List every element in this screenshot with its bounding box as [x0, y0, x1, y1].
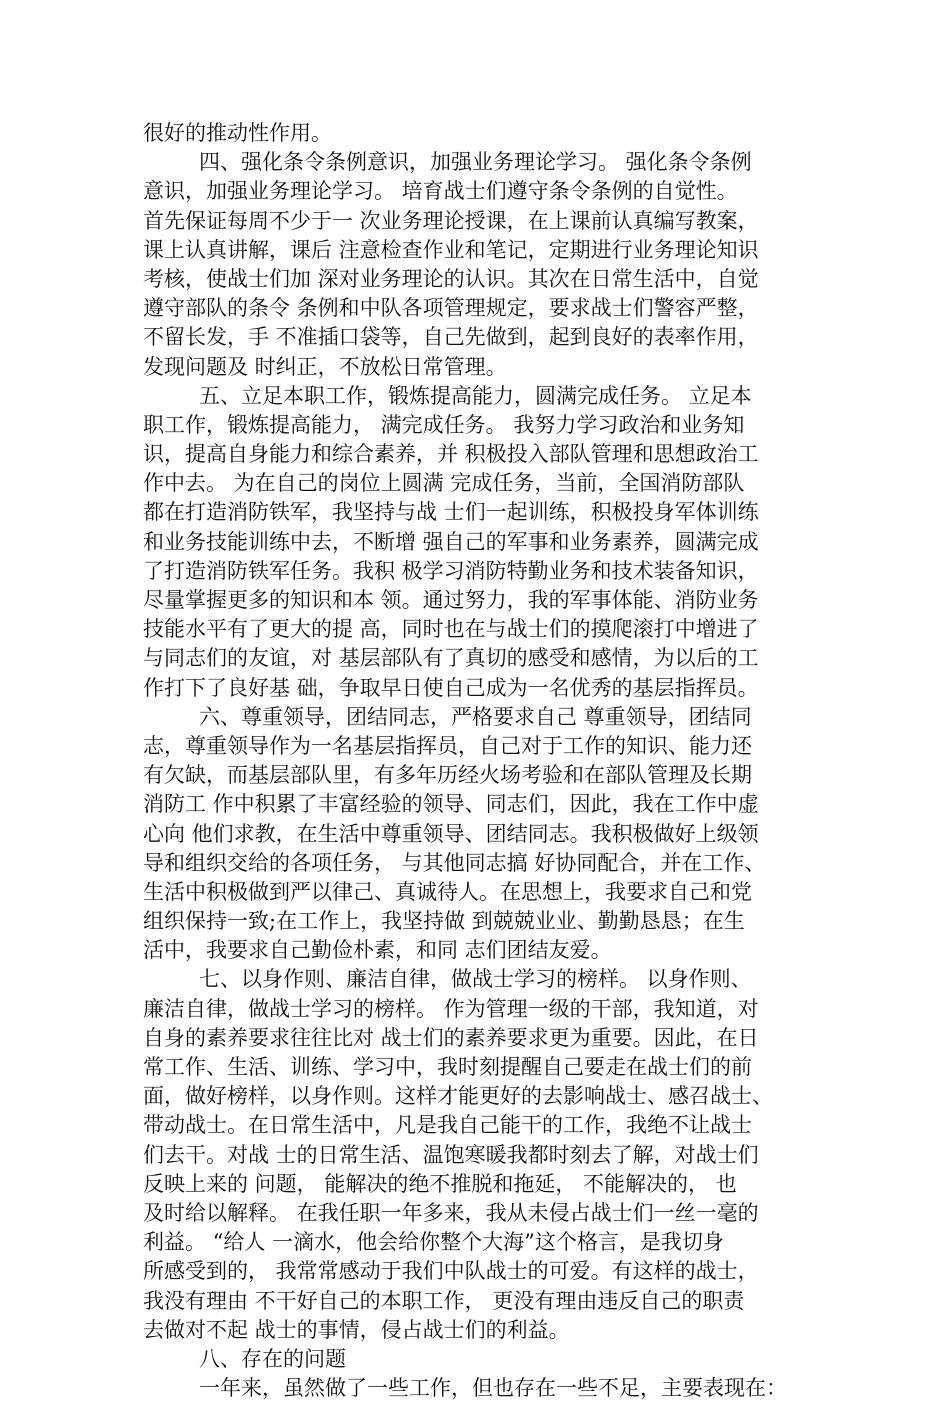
text-line: 消防工 作中积累了丰富经验的领导、同志们，因此，我在工作中虚 [143, 792, 759, 817]
text-line: 遵守部队的条令 条例和中队各项管理规定，要求战士们警容严整， [143, 296, 759, 321]
text-line: 尽量掌握更多的知识和本 领。通过努力，我的军事体能、消防业务 [143, 588, 759, 612]
text-line: 了打造消防铁军任务。我积 极学习消防特勤业务和技术装备知识， [143, 558, 759, 583]
text-line: 很好的推动性作用。 [143, 121, 332, 145]
text-line: 导和组织交给的各项任务， 与其他同志搞 好协同配合，并在工作、 [143, 850, 766, 875]
text-line: 们去干。对战 士的日常生活、温饱寒暖我都时刻去了解，对战士们 [143, 1142, 759, 1167]
text-line: 不留长发，手 不准插口袋等，自己先做到，起到良好的表率作用， [143, 325, 759, 350]
text-line: 志，尊重领导作为一名基层指挥员，自己对于工作的知识、能力还 [143, 733, 752, 758]
paragraph-first-line: 八、存在的问题 [199, 1346, 346, 1371]
text-line: 有欠缺，而基层部队里，有多年历经火场考验和在部队管理及长期 [143, 763, 752, 788]
text-line: 与同志们的友谊，对 基层部队有了真切的感受和感情，为以后的工 [143, 646, 759, 671]
text-line: 组织保持一致;在工作上，我坚持做 到兢兢业业、勤勤恳恳；在生 [143, 909, 745, 934]
text-line: 技能水平有了更大的提 高，同时也在与战士们的摸爬滚打中增进了 [143, 617, 759, 642]
paragraph-first-line: 七、以身作则、廉洁自律，做战士学习的榜样。 以身作则、 [199, 967, 752, 992]
text-line: 发现问题及 时纠正，不放松日常管理。 [143, 354, 507, 379]
text-line: 带动战士。在日常生活中，凡是我自己能干的工作，我绝不让战士 [143, 1113, 752, 1138]
text-line: 首先保证每周不少于一 次业务理论授课，在上课前认真编写教案， [143, 208, 759, 233]
text-line: 作中去。 为在自己的岗位上圆满 完成任务，当前，全国消防部队 [143, 471, 745, 496]
text-line: 都在打造消防铁军，我坚持与战 士们一起训练，积极投身军体训练 [143, 500, 759, 525]
text-line: 职工作，锻炼提高能力， 满完成任务。 我努力学习政治和业务知 [143, 412, 745, 437]
document-body [143, 119, 833, 1403]
paragraph-first-line: 四、强化条令条例意识，加强业务理论学习。 强化条令条例 [199, 150, 752, 175]
text-line: 所感受到的， 我常常感动于我们中队战士的可爱。有这样的战士， [143, 1259, 759, 1284]
text-line: 反映上来的 问题， 能解决的绝不推脱和拖延， 不能解决的， 也 [143, 1171, 737, 1196]
text-line: 面，做好榜样，以身作则。这样才能更好的去影响战士、感召战士、 [143, 1084, 773, 1109]
text-line: 自身的素养要求往往比对 战士们的素养要求更为重要。因此，在日 [143, 1025, 759, 1050]
text-line: 及时给以解释。 在我任职一年多来，我从未侵占战士们一丝一毫的 [143, 1200, 759, 1225]
paragraph-first-line: 五、立足本职工作，锻炼提高能力，圆满完成任务。 立足本 [199, 383, 752, 408]
text-line: 廉洁自律，做战士学习的榜样。 作为管理一级的干部，我知道，对 [143, 996, 759, 1021]
text-line: 活中，我要求自己勤俭朴素，和同 志们团结友爱。 [143, 938, 612, 963]
paragraph-first-line: 一年来，虽然做了一些工作，但也存在一些不足，主要表现在： [199, 1376, 787, 1401]
text-line: 识，提高自身能力和综合素养，并 积极投入部队管理和思想政治工 [143, 442, 759, 467]
text-line: 去做对不起 战士的事情，侵占战士们的利益。 [143, 1317, 570, 1342]
text-line: 常工作、生活、训练、学习中，我时刻提醒自己要走在战士们的前 [143, 1055, 752, 1079]
text-line: 考核，使战士们加 深对业务理论的认识。其次在日常生活中，自觉 [143, 266, 759, 291]
paragraph-first-line: 六、尊重领导，团结同志，严格要求自己 尊重领导，团结同 [199, 704, 752, 729]
text-line: 生活中积极做到严以律己、真诚待人。在思想上，我要求自己和党 [143, 879, 752, 904]
text-line: 课上认真讲解，课后 注意检查作业和笔记，定期进行业务理论知识 [143, 237, 759, 262]
text-line: 我没有理由 不干好自己的本职工作， 更没有理由违反自己的职责 [143, 1288, 745, 1313]
text-line: 意识，加强业务理论学习。 培育战士们遵守条令条例的自觉性。 [143, 179, 738, 204]
text-line: 利益。 “给人 一滴水，他会给你整个大海”这个格言，是我切身 [143, 1230, 724, 1255]
text-line: 和业务技能训练中去，不断增 强自己的军事和业务素养，圆满完成 [143, 529, 759, 554]
text-line: 作打下了良好基 础，争取早日使自己成为一名优秀的基层指挥员。 [143, 675, 759, 700]
text-line: 心向 他们求教，在生活中尊重领导、团结同志。我积极做好上级领 [143, 821, 759, 846]
